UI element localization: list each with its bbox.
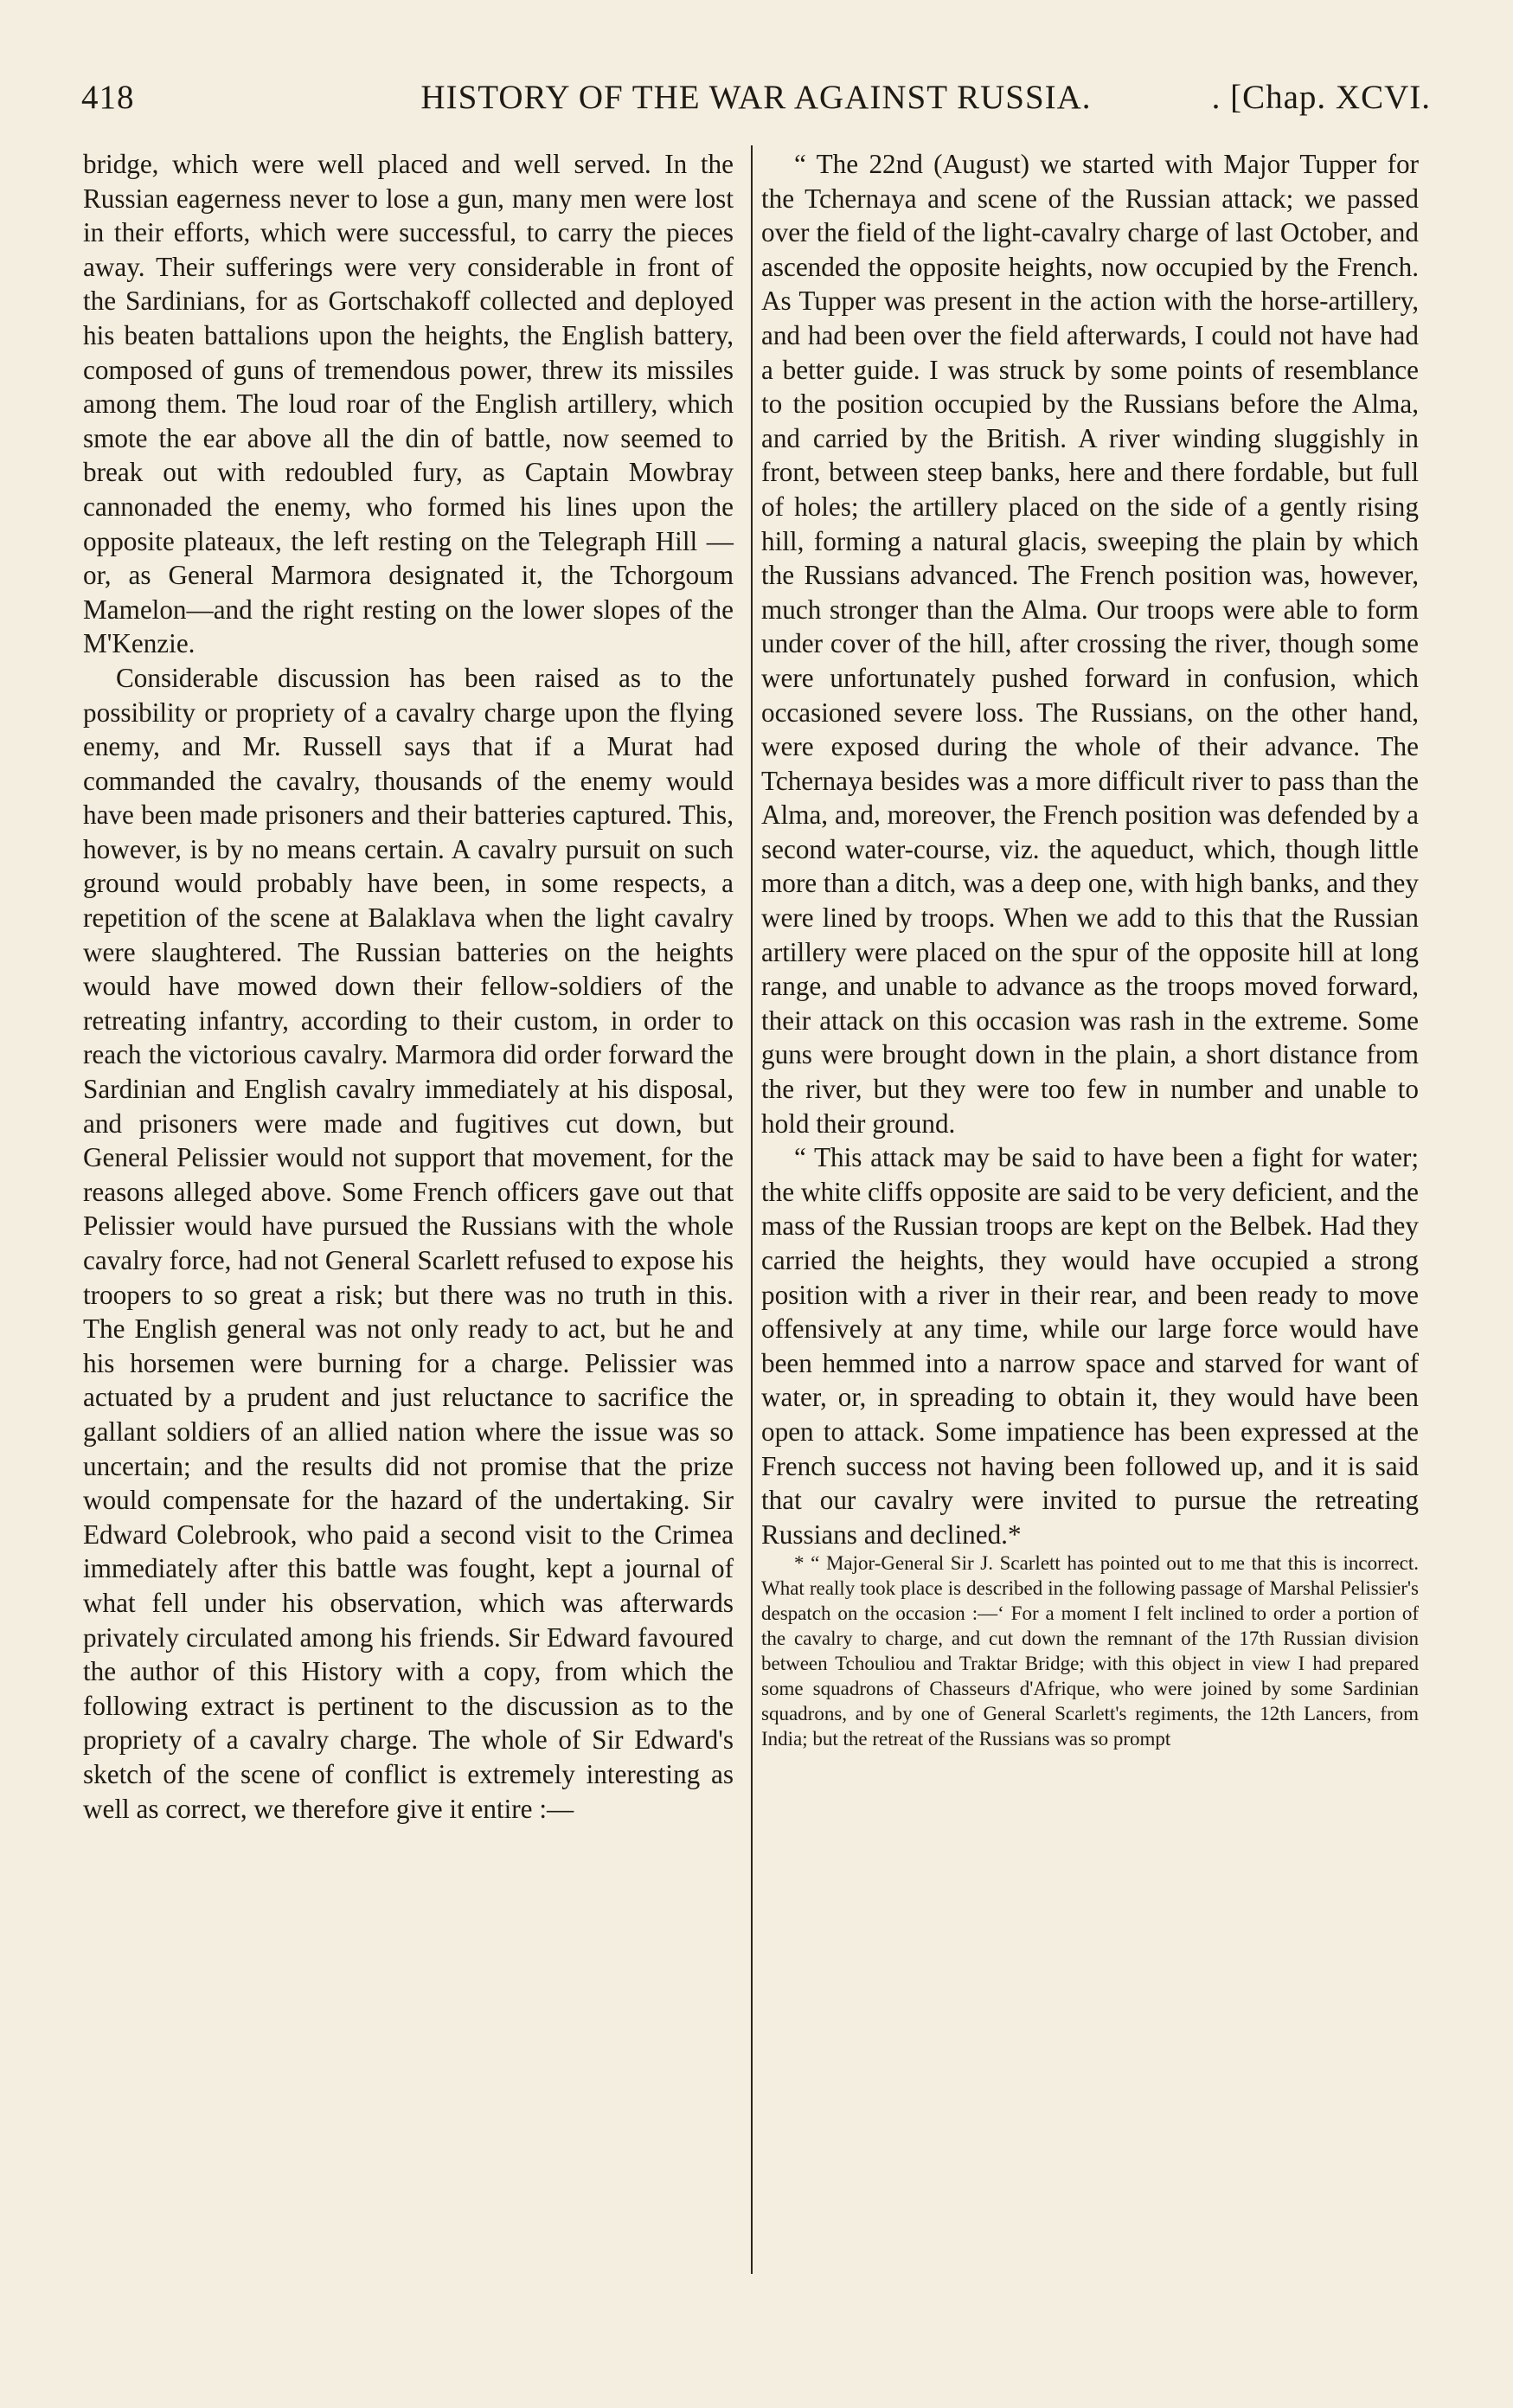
running-header	[81, 78, 1431, 130]
column-divider	[751, 145, 753, 2274]
chapter-label: . [Chap. XCVI.	[1211, 79, 1431, 116]
right-paragraph-1: “ The 22nd (August) we started with Major Tupper for the Tchernaya and scene of the Russian attack; we passed over the field of the light-cavalry charge of last October, and ascended the opposite heights, now occupied by the French. As Tupper was present in the action with the horse-artillery, and had been over the field afterwards, I could not have had a better guide. I was struck by some points of resemblance to the position occupied by the Russians before the Alma, and carried by the British. A river winding sluggishly in front, between steep banks, here and there fordable, but full of holes; the artillery placed on the side of a gently rising hill, forming a natural glacis, sweeping the plain by which the Russians advanced. The French position was, however, much stronger than the Alma. Our troops were able to form under cover of the hill, after crossing the river, though some were unfortunately pushed forward in confusion, which occasioned severe loss. The Russians, on the other hand, were exposed during the whole of their advance. The Tchernaya besides was a more difficult river to pass than the Alma, and, moreover, the French position was defended by a second water-course, viz. the aqueduct, which, though little more than a ditch, was a deep one, with high banks, and they were lined by troops. When we add to this that the Russian artillery were placed on the spur of the opposite hill at long range, and unable to advance as the troops moved forward, their attack on this occasion was rash in the extreme. Some guns were brought down in the plain, a short distance from the river, but they were too few in number and unable to hold their ground.	[761, 149, 1419, 1139]
running-title: HISTORY OF THE WAR AGAINST RUSSIA.	[420, 79, 1092, 116]
left-paragraph-1: bridge, which were well placed and well served. In the Russian eagerness never to lose a gun, many men were lost in their efforts, which were successful, to carry the pieces away. Their sufferings were very considerable in front of the Sardinians, for as Gortschakoff collected and deployed his beaten battalions upon the heights, the English battery, composed of guns of tremendous power, threw its missiles among them. The loud roar of the English artillery, which smote the ear above all the din of battle, now seemed to break out with redoubled fury, as Captain Mowbray cannonaded the enemy, who formed his lines upon the opposite plateaux, the left resting on the Telegraph Hill —or, as General Marmora designated it, the Tchorgoum Mamelon—and the right resting on the lower slopes of the M'Kenzie.	[83, 149, 734, 659]
footnote: * “ Major-General Sir J. Scarlett has pointed out to me that this is incorrect. What really took place is described in the following passage of Marshal Pelissier's despatch on the occasion :—‘ For a moment I felt inclined to order a portion of the cavalry to charge, and cut down the remnant of the 17th Russian division between Tchouliou and Traktar Bridge; with this object in view I had prepared some squadrons of Chasseurs d'Afrique, who were joined by some Sardinian squadrons, and by one of General Scarlett's regiments, the 12th Lancers, from India; but the retreat of the Russians was so prompt	[761, 1552, 1419, 1750]
right-paragraph-2: “ This attack may be said to have been a fight for water; the white cliffs opposite are said to be very deficient, and the mass of the Russian troops are kept on the Belbek. Had they carried the heights, they would have occupied a strong position with a river in their rear, and been ready to move offensively at any time, while our large force would have been hemmed into a narrow space and starved for want of water, or, in spreading to obtain it, they would have been open to attack. Some impatience has been expressed at the French success not having been followed up, and it is said that our cavalry were invited to pursue the retreating Russians and declined.*	[761, 1142, 1419, 1550]
page-number: 418	[81, 79, 135, 116]
right-column	[761, 147, 1419, 1752]
left-paragraph-2: Considerable discussion has been raised as to the possibility or propriety of a cavalry charge upon the flying enemy, and Mr. Russell says that if a Murat had commanded the cavalry, thousands of the enemy would have been made prisoners and their batteries captured. This, however, is by no means certain. A cavalry pursuit on such ground would probably have been, in some respects, a repetition of the scene at Balaklava when the light cavalry were slaughtered. The Russian batteries on the heights would have mowed down their fellow-soldiers of the retreating infantry, according to their custom, in order to reach the victorious cavalry. Marmora did order forward the Sardinian and English cavalry immediately at his disposal, and prisoners were made and fugitives cut down, but General Pelissier would not support that movement, for the reasons alleged above. Some French officers gave out that Pelissier would have pursued the Russians with the whole cavalry force, had not General Scarlett refused to expose his troopers to so great a risk; but there was no truth in this. The English general was not only ready to act, but he and his horsemen were burning for a charge. Pelissier was actuated by a prudent and just reluctance to sacrifice the gallant soldiers of an allied nation where the issue was so uncertain; and the results did not promise that the prize would compensate for the hazard of the undertaking. Sir Edward Colebrook, who paid a second visit to the Crimea immediately after this battle was fought, kept a journal of what fell under his observation, which was afterwards privately circulated among his friends. Sir Edward favoured the author of this History with a copy, from which the following extract is pertinent to the discussion as to the propriety of a cavalry charge. The whole of Sir Edward's sketch of the scene of conflict is extremely interesting as well as correct, we therefore give it entire :—	[83, 662, 734, 1824]
left-column	[83, 147, 734, 1826]
